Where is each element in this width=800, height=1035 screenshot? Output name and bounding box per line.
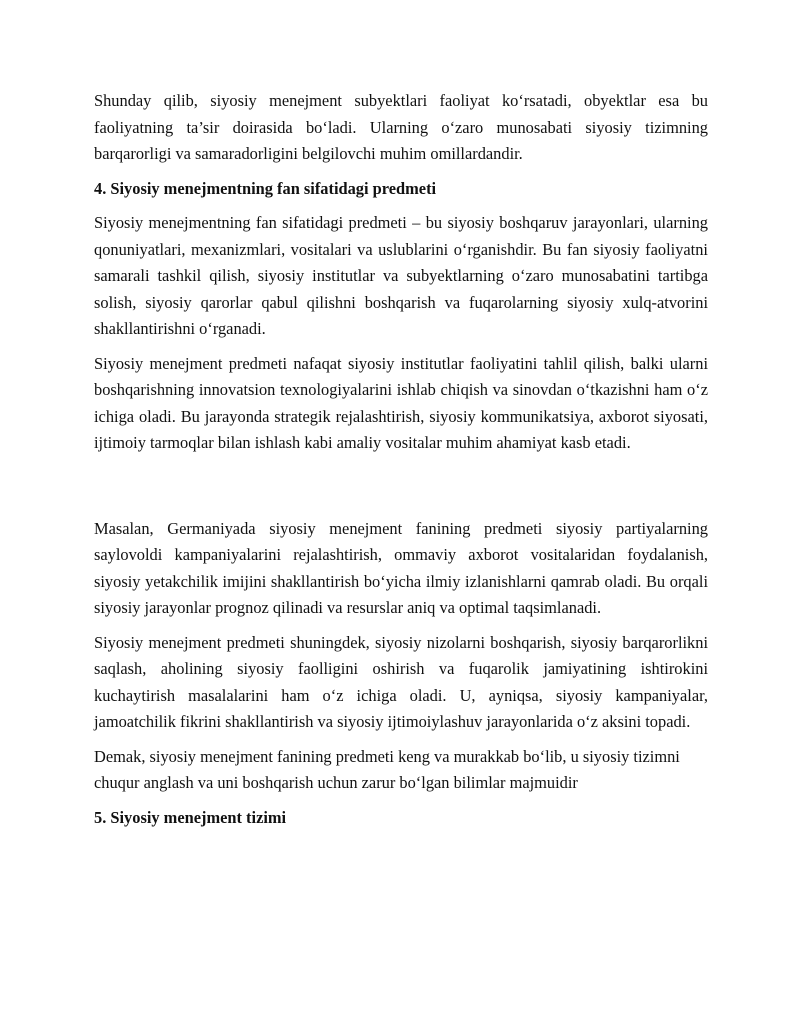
section-heading-4: 4. Siyosiy menejmentning fan sifatidagi predmeti — [94, 178, 437, 198]
blank-space — [94, 465, 708, 516]
paragraph-summary: Shunday qilib, siyosiy menejment subyektlari faoliyat ko‘rsatadi, obyektlar esa bu faoliyatning ta’sir doirasida bo‘ladi. Ularning o‘zaro munosabati siyosiy tizimning barqarorligi va samaradorligini belgilovchi muhim omillardandir. — [94, 91, 708, 163]
paragraph-germany-example: Masalan, Germaniyada siyosiy menejment fanining predmeti siyosiy partiyalarning saylovoldi kampaniyalarini rejalashtirish, ommaviy axborot vositalaridan foydalanish, siyosiy yetakchilik imijini shakllantirish bo‘yicha ilmiy izlanishlarni qamrab oladi. Bu orqali siyosiy jarayonlar prognoz qilinadi va resurslar aniq va optimal taqsimlanadi. — [94, 518, 708, 617]
paragraph-conflict-management: Siyosiy menejment predmeti shuningdek, siyosiy nizolarni boshqarish, siyosiy barqarorlikni saqlash, aholining siyosiy faolligini oshirish va fuqarolik jamiyatining ishtirokini kuchaytirish masalalarini ham o‘z ichiga oladi. U, ayniqsa, siyosiy kampaniyalar, jamoatchilik fikrini shakllantirish va siyosiy ijtimoiylashuv jarayonlarida o‘z aksini topadi. — [94, 632, 708, 731]
document-page — [94, 88, 708, 839]
paragraph-conclusion: Demak, siyosiy menejment fanining predmeti keng va murakkab bo‘lib, u siyosiy tizimni chuqur anglash va uni boshqarish uchun zarur bo‘lgan bilimlar majmuidir — [94, 746, 680, 792]
section-heading-5: 5. Siyosiy menejment tizimi — [94, 807, 287, 827]
paragraph-subject-definition: Siyosiy menejmentning fan sifatidagi predmeti – bu siyosiy boshqaruv jarayonlari, ularning qonuniyatlari, mexanizmlari, vositalari va uslublarini o‘rganishdir. Bu fan siyosiy faoliyatni samarali tashkil qilish, siyosiy institutlar va subyektlarning o‘zaro munosabatini tartibga solish, siyosiy qarorlar qabul qilishni boshqarish va fuqarolarning siyosiy xulq-atvorini shakllantirishni o‘rganadi. — [94, 213, 708, 338]
paragraph-subject-scope: Siyosiy menejment predmeti nafaqat siyosiy institutlar faoliyatini tahlil qilish, balki ularni boshqarishning innovatsion texnologiyalarini ishlab chiqish va sinovdan o‘tkazishni ham o‘z ichiga oladi. Bu jarayonda strategik rejalashtirish, siyosiy kommunikatsiya, axborot siyosati, ijtimoiy tarmoqlar bilan ishlash kabi amaliy vositalar muhim ahamiyat kasb etadi. — [94, 353, 708, 452]
